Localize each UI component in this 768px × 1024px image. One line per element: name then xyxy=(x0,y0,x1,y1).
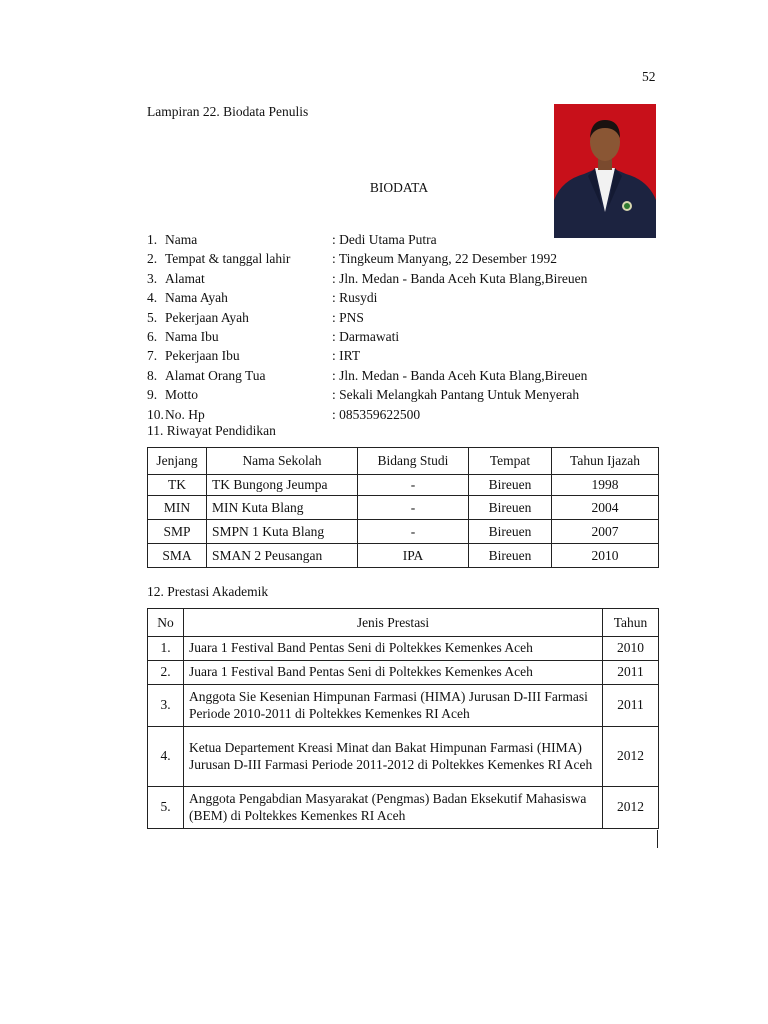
column-header: Jenis Prestasi xyxy=(184,609,603,637)
table-row xyxy=(148,661,659,685)
column-header: Nama Sekolah xyxy=(207,448,358,475)
biodata-row xyxy=(147,327,667,346)
biodata-label: Pekerjaan Ayah xyxy=(165,309,249,325)
biodata-number: 3. xyxy=(147,270,158,286)
table-cell: 2010 xyxy=(552,544,659,568)
biodata-number: 6. xyxy=(147,328,158,344)
table-cell: 2012 xyxy=(603,727,659,787)
biodata-number: 1. xyxy=(147,232,158,247)
document-title: BIODATA xyxy=(369,180,429,195)
table-row xyxy=(148,544,659,568)
biodata-number: 9. xyxy=(147,387,158,403)
biodata-row xyxy=(147,346,667,365)
table-cell: SMPN 1 Kuta Blang xyxy=(207,520,358,544)
biodata-label: Nama xyxy=(165,232,198,247)
table-cell: Juara 1 Festival Band Pentas Seni di Poltekkes Kemenkes Aceh xyxy=(184,637,603,661)
achievements-table xyxy=(147,608,659,829)
table-cell: Bireuen xyxy=(469,496,552,520)
biodata-value: : Sekali Melangkah Pantang Untuk Menyerah xyxy=(332,387,580,403)
biodata-value: : IRT xyxy=(332,348,361,364)
biodata-label: Alamat xyxy=(165,270,205,286)
table-row xyxy=(148,496,659,520)
table-cell: Bireuen xyxy=(469,544,552,568)
table-cell: SMAN 2 Peusangan xyxy=(207,544,358,568)
table-cell: 2011 xyxy=(603,661,659,685)
table-cell: 2011 xyxy=(603,685,659,727)
table-cell: 5. xyxy=(148,787,184,829)
biodata-value: : Rusydi xyxy=(332,290,378,306)
biodata-value: : Jln. Medan - Banda Aceh Kuta Blang,Bireuen xyxy=(332,367,588,383)
table-border-continuation xyxy=(657,830,658,848)
table-cell: - xyxy=(358,475,469,496)
biodata-number: 8. xyxy=(147,367,158,383)
biodata-value: : Darmawati xyxy=(332,328,400,344)
column-header: Jenjang xyxy=(148,448,207,475)
biodata-label: Tempat & tanggal lahir xyxy=(165,251,291,267)
table-header-row xyxy=(148,448,659,475)
table-cell: TK xyxy=(148,475,207,496)
biodata-list xyxy=(147,230,667,424)
table-row xyxy=(148,787,659,829)
biodata-label: Nama Ayah xyxy=(165,290,228,306)
table-cell: Bireuen xyxy=(469,520,552,544)
table-cell: 2012 xyxy=(603,787,659,829)
table-cell: 1. xyxy=(148,637,184,661)
table-cell: Ketua Departement Kreasi Minat dan Bakat Himpunan Farmasi (HIMA) Jurusan D-III Farmasi Periode 2011-2012 di Poltekkes Kemenkes RI Aceh xyxy=(184,727,603,787)
table-row xyxy=(148,685,659,727)
biodata-row xyxy=(147,366,667,385)
table-cell: SMP xyxy=(148,520,207,544)
table-row xyxy=(148,637,659,661)
biodata-label: Motto xyxy=(165,387,199,403)
table-cell: 2. xyxy=(148,661,184,685)
column-header: No xyxy=(148,609,184,637)
table-header-row xyxy=(148,609,659,637)
table-cell: - xyxy=(358,520,469,544)
biodata-row xyxy=(147,405,667,424)
table-row xyxy=(148,475,659,496)
table-cell: Anggota Pengabdian Masyarakat (Pengmas) Badan Eksekutif Mahasiswa (BEM) di Poltekkes Kemenkes RI Aceh xyxy=(184,787,603,829)
table-cell: Juara 1 Festival Band Pentas Seni di Poltekkes Kemenkes Aceh xyxy=(184,661,603,685)
achievements-heading: 12. Prestasi Akademik xyxy=(147,584,269,599)
biodata-value: : Tingkeum Manyang, 22 Desember 1992 xyxy=(332,251,557,267)
biodata-number: 5. xyxy=(147,309,158,325)
biodata-row xyxy=(147,230,667,249)
table-cell: 4. xyxy=(148,727,184,787)
portrait-illustration xyxy=(554,104,656,238)
biodata-row xyxy=(147,385,667,404)
column-header: Tahun Ijazah xyxy=(552,448,659,475)
biodata-row xyxy=(147,288,667,307)
education-heading: 11. Riwayat Pendidikan xyxy=(147,423,276,438)
biodata-number: 10. xyxy=(147,406,164,422)
table-cell: 2004 xyxy=(552,496,659,520)
table-cell: SMA xyxy=(148,544,207,568)
column-header: Tahun xyxy=(603,609,659,637)
page-number: 52 xyxy=(642,69,656,84)
biodata-label: No. Hp xyxy=(165,406,205,422)
table-cell: MIN xyxy=(148,496,207,520)
table-row xyxy=(148,727,659,787)
table-cell: IPA xyxy=(358,544,469,568)
column-header: Bidang Studi xyxy=(358,448,469,475)
biodata-label: Pekerjaan Ibu xyxy=(165,348,240,364)
biodata-row xyxy=(147,308,667,327)
biodata-row xyxy=(147,249,667,268)
biodata-value: : Jln. Medan - Banda Aceh Kuta Blang,Bireuen xyxy=(332,270,588,286)
biodata-row xyxy=(147,269,667,288)
biodata-label: Nama Ibu xyxy=(165,328,219,344)
table-cell: 2010 xyxy=(603,637,659,661)
table-cell: 1998 xyxy=(552,475,659,496)
table-cell: Bireuen xyxy=(469,475,552,496)
biodata-label: Alamat Orang Tua xyxy=(165,367,266,383)
table-cell: MIN Kuta Blang xyxy=(207,496,358,520)
profile-photo xyxy=(554,104,656,238)
table-cell: 3. xyxy=(148,685,184,727)
table-cell: - xyxy=(358,496,469,520)
biodata-value: : 085359622500 xyxy=(332,406,421,422)
biodata-number: 7. xyxy=(147,348,158,364)
biodata-number: 2. xyxy=(147,251,158,267)
column-header: Tempat xyxy=(469,448,552,475)
biodata-number: 4. xyxy=(147,290,158,306)
table-row xyxy=(148,520,659,544)
table-cell: Anggota Sie Kesenian Himpunan Farmasi (HIMA) Jurusan D-III Farmasi Periode 2010-2011 di Poltekkes Kemenkes RI Aceh xyxy=(184,685,603,727)
biodata-value: : PNS xyxy=(332,309,364,325)
table-cell: 2007 xyxy=(552,520,659,544)
biodata-value: : Dedi Utama Putra xyxy=(332,232,437,247)
attachment-title: Lampiran 22. Biodata Penulis xyxy=(147,104,309,119)
education-table xyxy=(147,447,659,568)
table-cell: TK Bungong Jeumpa xyxy=(207,475,358,496)
